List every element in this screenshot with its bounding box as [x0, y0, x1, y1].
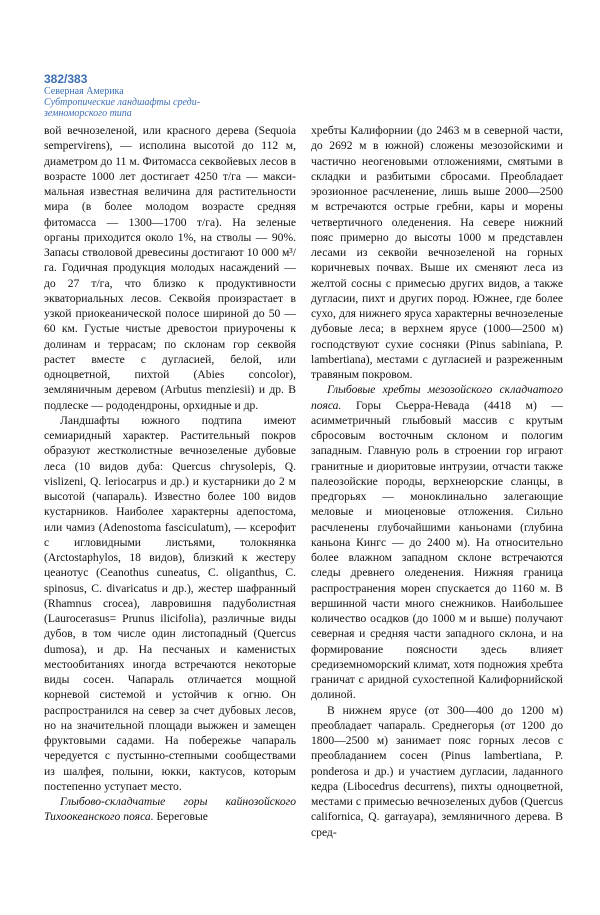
- paragraph: вой вечнозеленой, или красного дерева (Sequoia sempervirens), — исполина высотой до 112 м, диаметром до 11 м. Фитомасса секвойевых лесов в возрасте 1000 лет достигает 4250 т/га — максимальная известная величина для растительности мира (в более молодом возрасте средняя фитомасса — 1300—1700 т/га). На зеленые органы приходится около 1%, на стволы — 90%. Запасы стволовой древесины достигают 10 000 м³/га. Годичная продукция молодых насаждений — до 27 т/га, что близко к продуктивности экваториальных лесов. Секвойя произрастает в узкой приокеанической полосе шириной до 50 — 60 км. Густые чистые древостои приурочены к долинам и террасам; по склонам гор секвойя растет вместе с дугласией, белой, или одноцветной, пихтой (Abies concolor), земляничным деревом (Arbutus menziesii) и др. В подлеске — рододендроны, орхидные и др.: [44, 124, 296, 412]
- paragraph: хребты Калифорнии (до 2463 м в северной части, до 2692 м в южной) сложены мезозойскими и частично неогеновыми отложениями, смятыми в складки и разбитыми сбросами. Преобладает эрозионное расчленение, лишь выше 2000—2500 м встречаются острые гребни, кары и морены четвертичного оледенения. На севере нижний пояс примерно до высоты 1000 м представлен лесами из секвойи вечнозеленой на горных коричневых почвах. Выше их сменяют леса из желтой сосны с примесью других видов, а также дугласии, пихт и других пород. Южнее, где более сухо, для нижнего яруса характерны вечнозеленые дубовые леса; в верхнем ярусе (1000—2500 м) господствуют сухие сосняки (Pinus sabiniana, P. lambertiana), местами с дугласией и разреженным травяным покровом.: [311, 124, 563, 381]
- page-numbers: 382/383: [44, 72, 88, 86]
- paragraph-text: Горы Сьерра-Невада (4418 м) — асимметричный глыбовый массив с крутым сбросовым восточным склоном и пологим западным. Главную роль в строении гор играют гранитные и диоритовые интрузии, отчасти также палеозойские породы, верхнеюрские сланцы, в предгорьях — моноклинально залегающие меловые и миоценовые отложения. Сильно расчленены глубочайшими каньонами (глубина каньона Кингс — до 2400 м). На относительно более влажном западном склоне встречаются следы древнего оледенения. Нижняя граница распространения морен спускается до 1160 м. В вершинной части много снежников. Наибольшее количество осадков (до 1000 м и выше) получают северная и средняя части западного склона, и на формирование поясности здесь влияет средиземноморский климат, хотя подножия хребта граничат с аридной сухостепной Калифорнийской долиной.: [311, 398, 563, 702]
- left-column: [44, 123, 296, 825]
- subsection-title-line2: земноморского типа: [44, 108, 132, 119]
- paragraph: Ландшафты южного подтипа имеют семиаридный характер. Растительный покров образуют жестколистные вечнозеленые дубовые леса (10 видов дуба: Quercus chrysolepis, Q. vislizeni, Q. leriocarpus и др.) и кустарники до 2 м высотой (чапараль). Известно более 100 видов кустарников. Наиболее характерны адепостома, или чамиз (Adenostoma fasciculatum), — ксерофит с игловидными листьями, толокнянка (Arctostaphylos, 18 видов), близкий к жестеру цеанотус (Ceanothus cuneatus, C. oliganthus, C. spinosus, C. divaricatus и др.), жестер шафранный (Rhamnus crocea), лавровишня падуболистная (Laurocerasus= Prunus ilicifolia), различные виды дубов, в том числе один листопадный (Quercus dumosa), и др. На песчаных и каменистых местообитаниях иногда встречаются некоторые виды сосен. Чапараль отличается мощной корневой системой и устойчив к огню. Он распространился на север за счет дубовых лесов, но на значительной площади выжжен и замещен фруктовыми садами. На побережье чапараль чередуется с пустынно-степными сообществами из шалфея, полыни, юкки, кактусов, которым постепенно уступает место.: [44, 413, 296, 793]
- subsection-title-line1: Субтропические ландшафты среди-: [44, 97, 201, 108]
- right-column: [311, 123, 563, 840]
- paragraph: [311, 382, 563, 702]
- paragraph: [44, 794, 296, 825]
- paragraph-text: Береговые: [153, 810, 208, 824]
- section-title: Северная Америка: [44, 86, 124, 97]
- paragraph: В нижнем ярусе (от 300—400 до 1200 м) преобладает чапараль. Среднегорья (от 1200 до 1800—2500 м) занимает пояс горных лесов с преобладанием сосен (Pinus lambertiana, P. ponderosa и др.) и участием дугласии, ладанного кедра (Libocedrus decurrens), пихты одноцветной, местами с примесью вечнозеленых дубов (Quercus californica, Q. garrayapa), земляничного дерева. В сред-: [311, 703, 563, 839]
- running-header: [44, 72, 344, 119]
- paragraph-heading: Глыбово-складчатые горы кайнозойского Тихоокеанского пояса.: [44, 795, 296, 824]
- paragraph-heading: Глыбовые хребты мезозойского складчатого пояса.: [311, 383, 563, 412]
